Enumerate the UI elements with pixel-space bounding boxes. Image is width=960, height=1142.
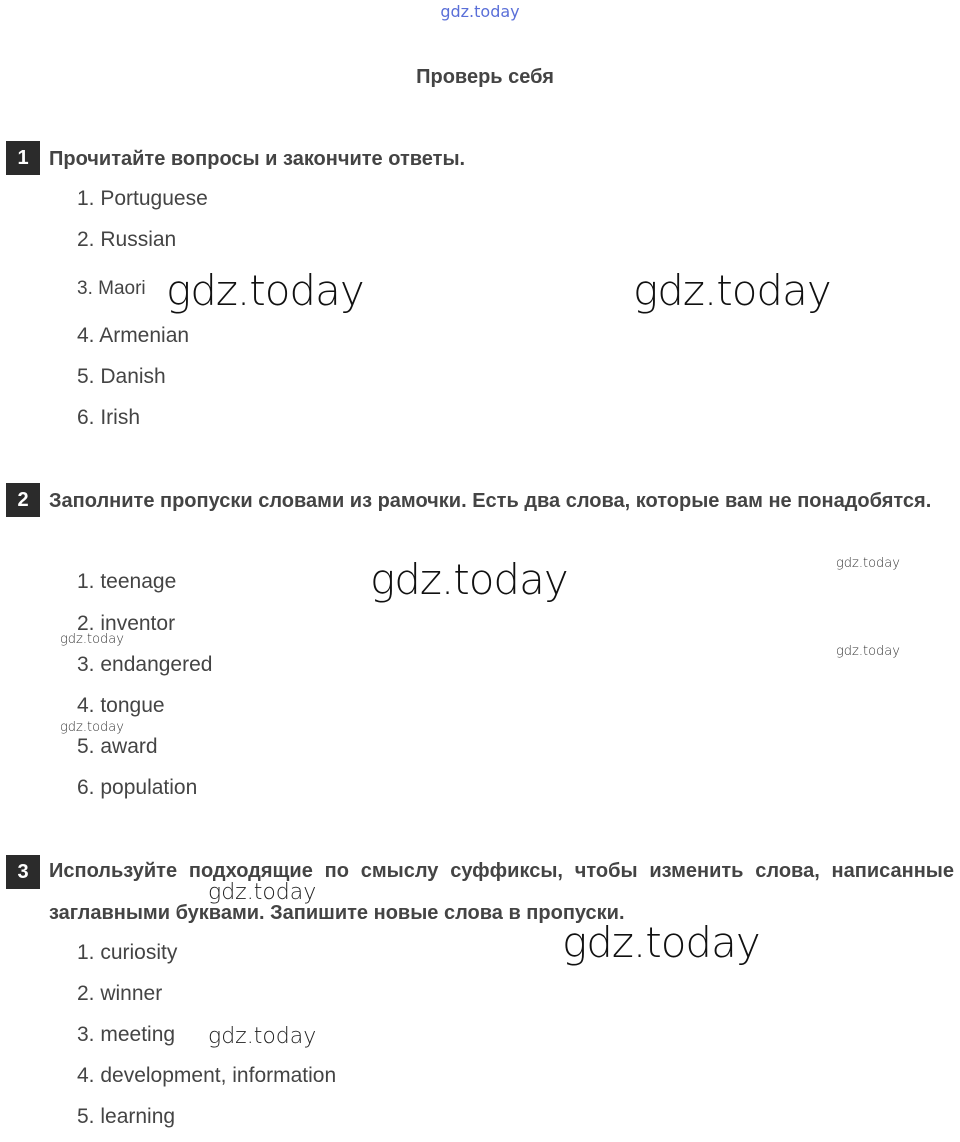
watermark-overlay: gdz.today — [60, 720, 124, 735]
watermark-overlay: gdz.today — [562, 918, 760, 967]
watermark-overlay: gdz.today — [836, 556, 900, 571]
exercise-1-answer-5: 5. Danish — [77, 365, 166, 388]
exercise-2-answer-1: 1. teenage — [77, 570, 177, 593]
exercise-1-answer-1: 1. Portuguese — [77, 187, 208, 210]
exercise-2-answer-2: 2. inventor — [77, 612, 176, 635]
exercise-3-answer-3: 3. meeting — [77, 1023, 176, 1046]
exercise-1-answer-6: 6. Irish — [77, 406, 141, 429]
watermark-overlay: gdz.today — [633, 266, 831, 315]
watermark-top: gdz.today — [440, 2, 520, 21]
exercise-2-number: 2 — [6, 483, 40, 517]
exercise-2-answer-6: 6. population — [77, 776, 198, 799]
exercise-2-answer-3: 3. endangered — [77, 653, 213, 676]
exercise-1-answer-3: 3. Maori — [77, 278, 146, 299]
exercise-3-answer-2: 2. winner — [77, 982, 163, 1005]
exercise-3-answer-1: 1. curiosity — [77, 941, 178, 964]
watermark-overlay: gdz.today — [836, 644, 900, 659]
exercise-2-answer-4: 4. tongue — [77, 694, 165, 717]
exercise-2-instruction: Заполните пропуски словами из рамочки. Есть два слова, которые вам не понадобятся. — [49, 490, 932, 512]
exercise-2-answer-5: 5. award — [77, 735, 158, 758]
exercise-1-answer-2: 2. Russian — [77, 228, 177, 251]
watermark-overlay: gdz.today — [166, 266, 364, 315]
exercise-3-answer-5: 5. learning — [77, 1105, 176, 1128]
page-title: Проверь себя — [416, 66, 554, 88]
exercise-3-answer-4: 4. development, information — [77, 1064, 337, 1087]
exercise-1-number: 1 — [6, 141, 40, 175]
exercise-1-instruction: Прочитайте вопросы и закончите ответы. — [49, 148, 466, 170]
exercise-3-instruction: Используйте подходящие по смыслу суффиксы, чтобы изменить слова, написанные заглавными буквами. Запишите новые слова в пропуски. — [49, 860, 954, 924]
exercise-1-answer-4: 4. Armenian — [77, 324, 190, 347]
exercise-3-number: 3 — [6, 855, 40, 889]
watermark-overlay: gdz.today — [208, 880, 317, 905]
watermark-overlay: gdz.today — [208, 1024, 317, 1049]
watermark-overlay: gdz.today — [370, 555, 568, 604]
watermark-overlay: gdz.today — [60, 632, 124, 647]
